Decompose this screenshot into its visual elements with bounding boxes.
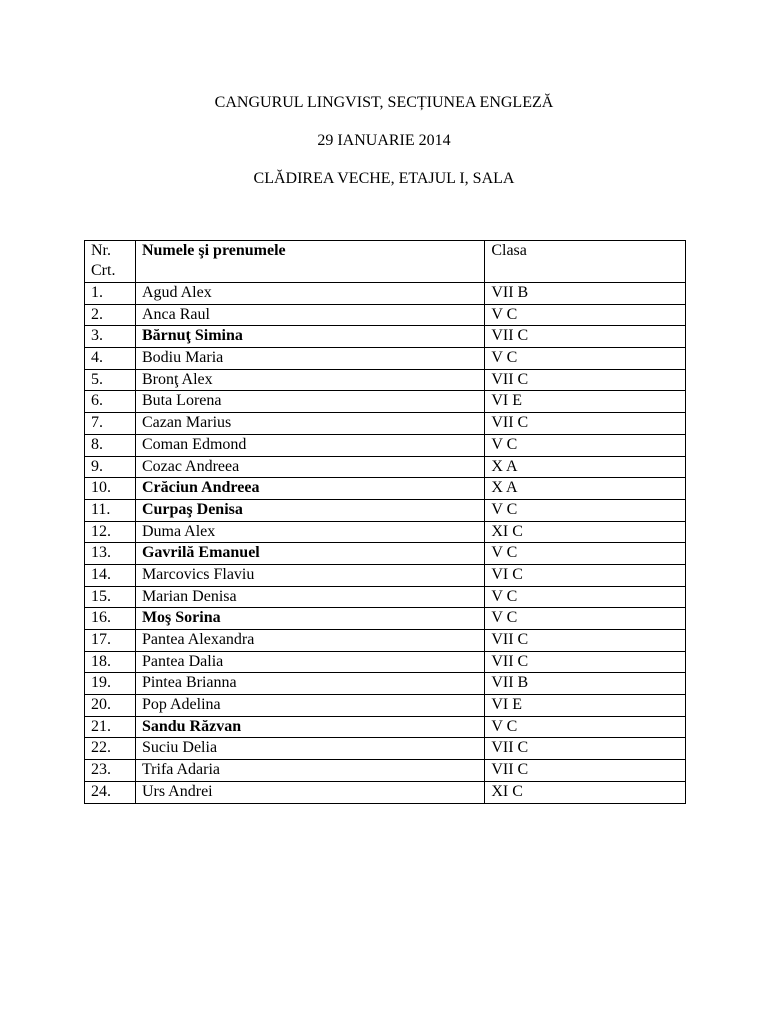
cell-nr: 7.: [85, 413, 136, 435]
header-name: Numele şi prenumele: [135, 241, 484, 283]
participants-table: [84, 240, 686, 804]
cell-nr: 10.: [85, 478, 136, 500]
table-row: [85, 673, 686, 695]
table-row: [85, 651, 686, 673]
table-row: [85, 499, 686, 521]
cell-nr: 24.: [85, 781, 136, 803]
cell-class: VII C: [485, 326, 686, 348]
cell-class: V C: [485, 499, 686, 521]
table-row: [85, 630, 686, 652]
document-title: CANGURUL LINGVIST, SECȚIUNEA ENGLEZĂ: [214, 94, 554, 111]
cell-class: X A: [485, 478, 686, 500]
table-row: [85, 608, 686, 630]
cell-nr: 18.: [85, 651, 136, 673]
table-row: [85, 543, 686, 565]
cell-nr: 2.: [85, 304, 136, 326]
cell-class: VI C: [485, 564, 686, 586]
cell-class: V C: [485, 543, 686, 565]
cell-nr: 9.: [85, 456, 136, 478]
cell-class: VII B: [485, 283, 686, 305]
table-row: [85, 521, 686, 543]
cell-class: VI E: [485, 391, 686, 413]
cell-nr: 14.: [85, 564, 136, 586]
cell-nr: 5.: [85, 369, 136, 391]
document-date: 29 IANUARIE 2014: [317, 132, 451, 149]
cell-class: XI C: [485, 521, 686, 543]
cell-name: Sandu Răzvan: [135, 716, 484, 738]
cell-name: Buta Lorena: [135, 391, 484, 413]
cell-nr: 3.: [85, 326, 136, 348]
cell-nr: 16.: [85, 608, 136, 630]
cell-name: Curpaş Denisa: [135, 499, 484, 521]
cell-name: Bronţ Alex: [135, 369, 484, 391]
cell-name: Pantea Alexandra: [135, 630, 484, 652]
table-row: [85, 413, 686, 435]
table-row: [85, 695, 686, 717]
cell-class: VII B: [485, 673, 686, 695]
cell-name: Crăciun Andreea: [135, 478, 484, 500]
cell-name: Bărnuţ Simina: [135, 326, 484, 348]
table-row: [85, 304, 686, 326]
table-row: [85, 369, 686, 391]
cell-name: Duma Alex: [135, 521, 484, 543]
cell-nr: 17.: [85, 630, 136, 652]
table-row: [85, 348, 686, 370]
cell-name: Cozac Andreea: [135, 456, 484, 478]
cell-name: Marcovics Flaviu: [135, 564, 484, 586]
cell-nr: 6.: [85, 391, 136, 413]
cell-class: V C: [485, 586, 686, 608]
table-row: [85, 781, 686, 803]
cell-class: VII C: [485, 760, 686, 782]
cell-name: Bodiu Maria: [135, 348, 484, 370]
cell-name: Pop Adelina: [135, 695, 484, 717]
cell-nr: 12.: [85, 521, 136, 543]
cell-class: VI E: [485, 695, 686, 717]
cell-name: Agud Alex: [135, 283, 484, 305]
cell-nr: 1.: [85, 283, 136, 305]
cell-name: Cazan Marius: [135, 413, 484, 435]
cell-name: Coman Edmond: [135, 434, 484, 456]
cell-nr: 19.: [85, 673, 136, 695]
table-row: [85, 283, 686, 305]
cell-class: VII C: [485, 651, 686, 673]
table-row: [85, 760, 686, 782]
cell-nr: 22.: [85, 738, 136, 760]
cell-class: VII C: [485, 413, 686, 435]
cell-nr: 15.: [85, 586, 136, 608]
cell-name: Marian Denisa: [135, 586, 484, 608]
cell-class: V C: [485, 608, 686, 630]
cell-class: VII C: [485, 738, 686, 760]
cell-nr: 23.: [85, 760, 136, 782]
cell-name: Gavrilă Emanuel: [135, 543, 484, 565]
cell-name: Urs Andrei: [135, 781, 484, 803]
header-nr: Nr. Crt.: [85, 241, 136, 283]
cell-class: V C: [485, 304, 686, 326]
cell-name: Trifa Adaria: [135, 760, 484, 782]
cell-name: Pantea Dalia: [135, 651, 484, 673]
cell-class: VII C: [485, 369, 686, 391]
table-row: [85, 586, 686, 608]
cell-nr: 4.: [85, 348, 136, 370]
table-row: [85, 738, 686, 760]
cell-nr: 8.: [85, 434, 136, 456]
cell-nr: 21.: [85, 716, 136, 738]
table-row: [85, 564, 686, 586]
cell-class: V C: [485, 434, 686, 456]
table-header-row: [85, 241, 686, 283]
cell-nr: 11.: [85, 499, 136, 521]
cell-name: Suciu Delia: [135, 738, 484, 760]
cell-nr: 13.: [85, 543, 136, 565]
table-row: [85, 326, 686, 348]
table-row: [85, 456, 686, 478]
document-location: CLĂDIREA VECHE, ETAJUL I, SALA: [253, 170, 515, 187]
table-row: [85, 434, 686, 456]
cell-name: Anca Raul: [135, 304, 484, 326]
cell-class: V C: [485, 348, 686, 370]
cell-class: V C: [485, 716, 686, 738]
table-row: [85, 478, 686, 500]
cell-class: VII C: [485, 630, 686, 652]
cell-nr: 20.: [85, 695, 136, 717]
cell-name: Pintea Brianna: [135, 673, 484, 695]
header-class: Clasa: [485, 241, 686, 283]
table-row: [85, 391, 686, 413]
cell-name: Moş Sorina: [135, 608, 484, 630]
cell-class: X A: [485, 456, 686, 478]
table-row: [85, 716, 686, 738]
cell-class: XI C: [485, 781, 686, 803]
